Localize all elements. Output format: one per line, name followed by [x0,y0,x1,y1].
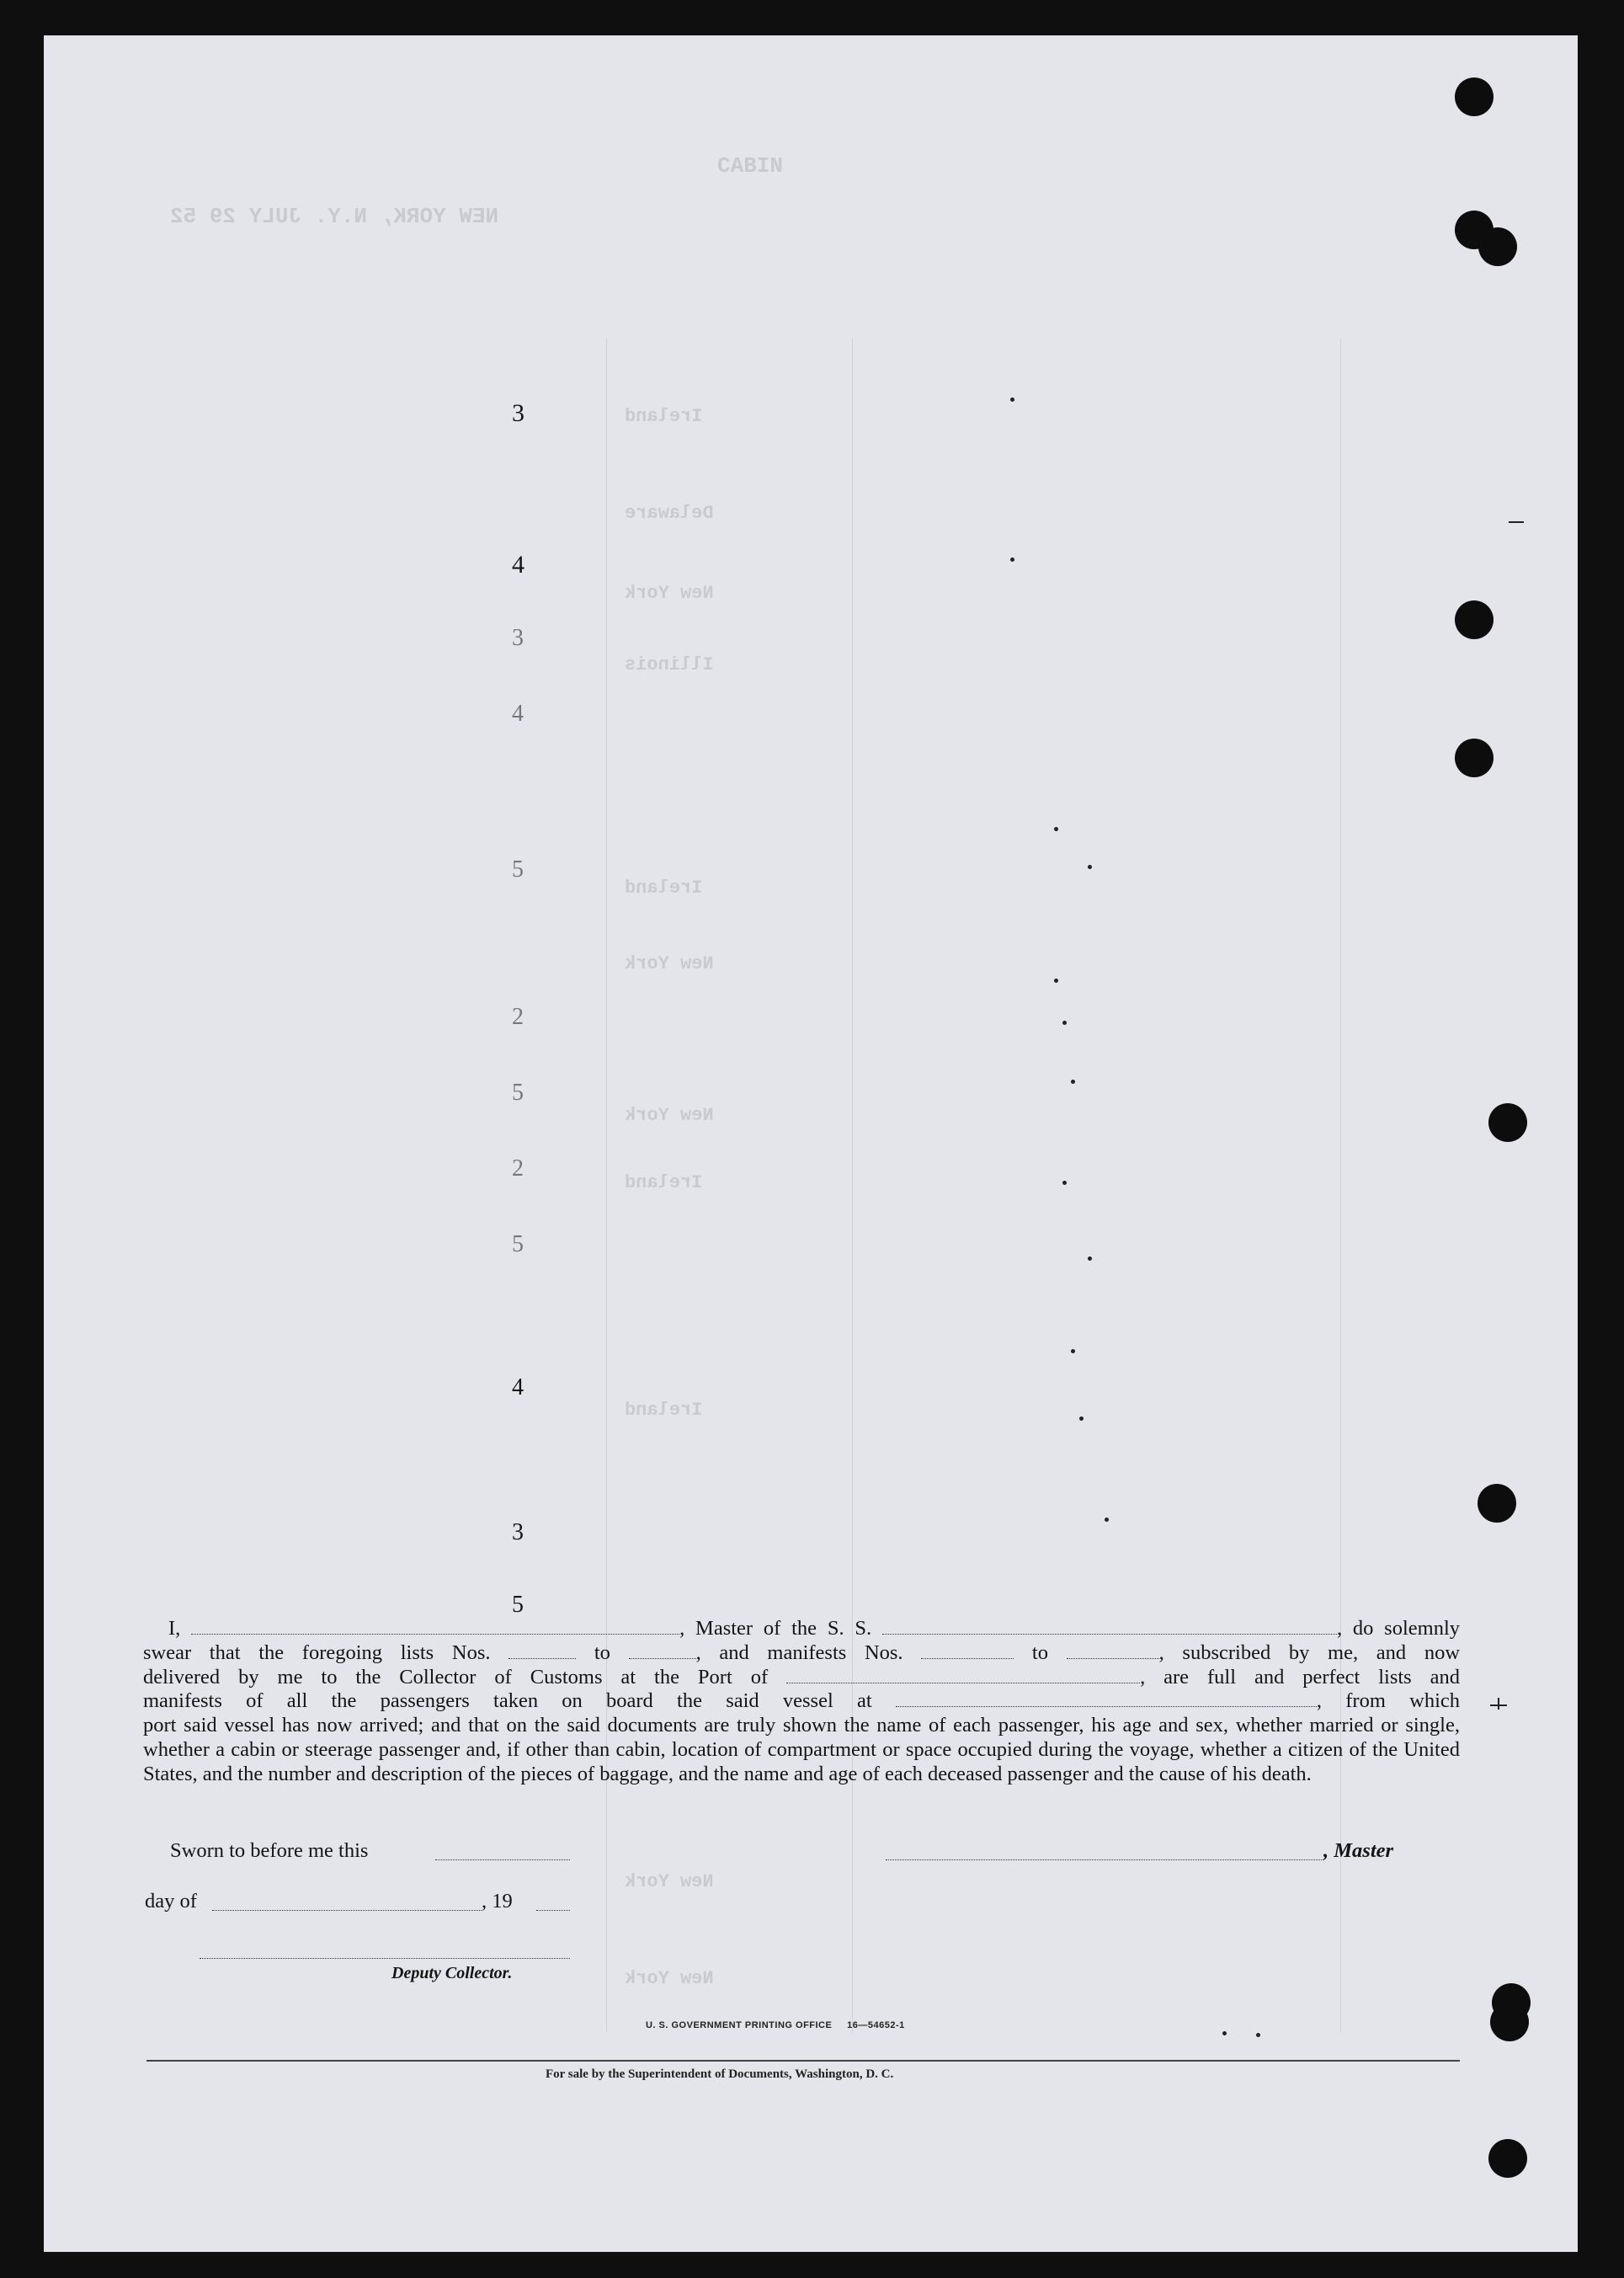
ink-speck [1054,979,1058,983]
oath-manifest-nos: , and manifests Nos. [695,1640,903,1664]
margin-tick [1498,1698,1499,1710]
punch-hole [1488,2139,1527,2178]
punch-hole [1490,2003,1529,2041]
margin-number: 5 [512,1592,524,1618]
margin-number: 4 [512,701,524,727]
punch-hole [1455,600,1494,639]
printing-office-imprint: U. S. GOVERNMENT PRINTING OFFICE 16—54652-1 [646,2020,905,2030]
ink-speck [1071,1349,1075,1353]
year-blank [536,1909,570,1911]
margin-number: 4 [512,1374,524,1400]
ghost-ireland-4: Ireland [625,1400,703,1421]
master-signature-blank [886,1859,1323,1860]
oath-from-which: , from which [1316,1689,1461,1713]
manifest-to-blank [1067,1657,1159,1659]
list-to-blank [629,1657,696,1659]
year-label: , 19 [482,1890,513,1913]
margin-number: 5 [512,1231,524,1257]
ghost-new-york-2: New York [625,953,714,974]
ghost-ireland: Ireland [625,406,703,427]
ink-speck [1222,2031,1227,2035]
margin-tick [1509,521,1524,523]
oath-to-2: to [1031,1640,1048,1664]
ink-speck [1105,1518,1109,1522]
ink-speck [1088,1256,1092,1261]
footer-rule [146,2060,1460,2062]
departure-port-blank [896,1705,1317,1707]
ghost-ireland-2: Ireland [625,878,703,899]
margin-number: 2 [512,1004,524,1030]
margin-number: 5 [512,1080,524,1106]
ink-speck [1079,1416,1084,1421]
oath-i-label: I, [168,1617,181,1640]
port-blank [786,1682,1140,1683]
margin-number: 5 [512,856,524,883]
ghost-ireland-3: Ireland [625,1172,703,1193]
oath-subscribed: , subscribed by me, and now [1158,1640,1461,1664]
punch-hole [1478,227,1517,266]
day-of-label: day of [145,1890,197,1913]
ghost-new-york-5: New York [625,1968,714,1989]
oath-body: port said vessel has now arrived; and that on the said documents are truly shown the name of each passenger, his age and sex, whether married or single, whether a cabin or steerage passenger and, if other than cabin, location of compartment or space occupied during the voyage, whether a citizen of the United States, and the number and description of the pieces of baggage, and the name and age of each deceased passenger and the cause of his death. [143,1714,1460,1785]
ship-name-blank [882,1633,1337,1635]
ink-speck [1062,1021,1067,1025]
oath-delivered: delivered by me to the Collector of Customs at the Port of [143,1665,769,1688]
ink-speck [1010,397,1014,402]
master-signature-label: , Master [1323,1839,1394,1862]
oath-list-nos: swear that the foregoing lists Nos. [143,1640,491,1664]
ghost-new-york-3: New York [625,1105,714,1126]
ghost-delaware: Delaware [625,503,714,524]
margin-number: 3 [512,1519,524,1545]
day-of-blank [212,1909,482,1911]
punch-hole [1488,1103,1527,1142]
ink-speck [1054,827,1058,831]
sale-notice: For sale by the Superintendent of Documents, Washington, D. C. [546,2067,894,2081]
ink-speck [1256,2033,1260,2037]
ink-speck [1010,557,1014,562]
ink-speck [1071,1080,1075,1084]
document-page [44,35,1578,2252]
oath-master-of-ss: , Master of the S. S. [679,1617,872,1640]
ink-speck [1088,865,1092,869]
punch-hole [1455,77,1494,116]
punch-hole [1455,739,1494,777]
ghost-new-york-4: New York [625,1871,714,1892]
ghost-illinois: Illinois [625,654,714,675]
master-name-blank [191,1633,679,1635]
oath-to: to [594,1640,610,1664]
margin-number: 2 [512,1155,524,1182]
oath-full-perfect: , are full and perfect lists and [1140,1665,1461,1688]
ghost-port-date: NEW YORK, N.Y. JULY 29 52 [170,204,499,229]
master-oath [143,1617,1460,1787]
margin-number: 3 [512,625,524,651]
sworn-date-blank [435,1859,570,1860]
deputy-collector-blank [200,1957,570,1959]
list-from-blank [508,1657,576,1659]
margin-number: 3 [512,399,524,427]
ghost-cabin: CABIN [717,153,784,179]
ink-speck [1062,1181,1067,1185]
oath-manifests-taken: manifests of all the passengers taken on board the said vessel at [143,1689,872,1713]
oath-solemnly: , do solemnly [1336,1617,1461,1640]
manifest-from-blank [921,1657,1014,1659]
sworn-label: Sworn to before me this [170,1839,369,1862]
ghost-new-york: New York [625,583,714,604]
punch-hole [1478,1484,1516,1523]
deputy-collector-label: Deputy Collector. [391,1964,513,1982]
margin-number: 4 [512,551,524,579]
